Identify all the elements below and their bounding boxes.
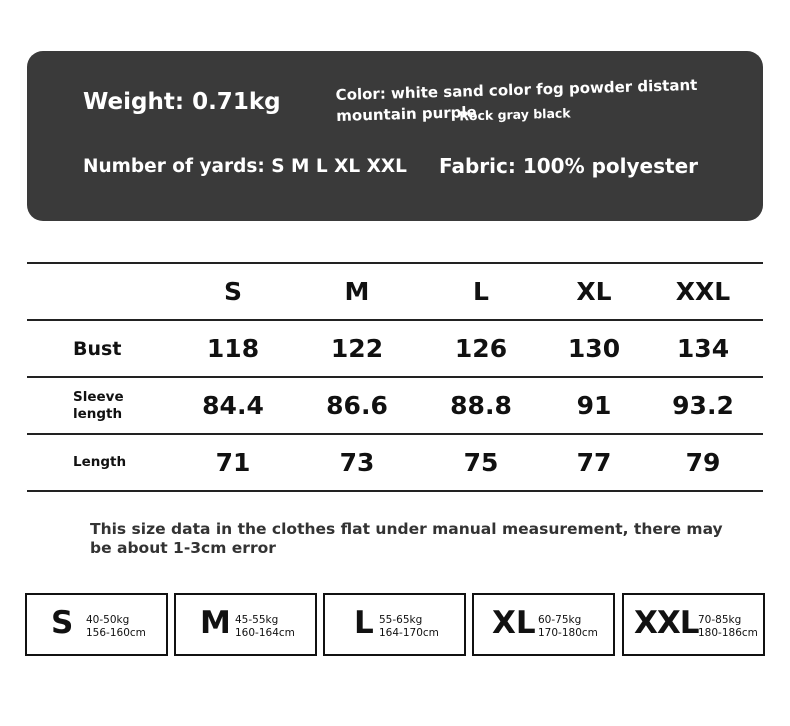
size-box-xxl [622,593,765,656]
measurement-note: This size data in the clothes flat under manual measurement, there may be about 1-3cm error [90,520,723,557]
size-letter: M [200,605,231,641]
table-header-row [27,262,763,319]
product-info-card [27,51,763,221]
table-cell: 118 [206,334,260,363]
table-cell: 91 [576,391,612,420]
table-cell: 75 [463,448,499,477]
size-range [86,614,146,640]
size-height: 164-170cm [379,627,439,639]
size-box-s [25,593,168,656]
size-box-xl [472,593,615,656]
size-weight: 40-50kg [86,614,130,626]
table-row-length [27,433,763,492]
table-row-bust [27,319,763,376]
color-text-line2: mountain purple [336,103,477,125]
header-m: M [344,277,370,306]
size-height: 180-186cm [698,627,758,639]
row-label-bust: Bust [73,337,122,360]
weight-text: Weight: 0.71kg [83,89,281,115]
size-guide [25,593,770,657]
header-xxl: XXL [675,277,731,306]
color-info [335,60,717,131]
size-letter: XL [492,605,536,641]
size-range [698,614,758,640]
table-cell: 73 [339,448,375,477]
row-label-line2: length [73,405,123,422]
table-cell: 84.4 [202,391,264,420]
size-letter: XXL [634,605,699,641]
table-cell: 134 [676,334,730,363]
size-height: 160-164cm [235,627,295,639]
size-range [379,614,439,640]
yards-text: Number of yards: S M L XL XXL [83,156,407,177]
size-letter: L [354,605,374,641]
fabric-text: Fabric: 100% polyester [439,154,698,178]
table-cell: 93.2 [672,391,734,420]
size-range [538,614,598,640]
table-cell: 88.8 [450,391,512,420]
size-range [235,614,295,640]
color-text-extra: Rock gray black [459,105,571,124]
row-label-line1: Sleeve [73,388,124,405]
size-letter: S [51,605,74,641]
table-cell: 130 [567,334,621,363]
row-label-sleeve-length [73,378,124,433]
row-label-length: Length [73,454,127,470]
size-weight: 60-75kg [538,614,582,626]
table-cell: 77 [576,448,612,477]
table-cell: 86.6 [326,391,388,420]
size-box-l [323,593,466,656]
color-text-line1: Color: white sand color fog powder distant [335,75,698,104]
size-weight: 70-85kg [698,614,742,626]
size-box-m [174,593,317,656]
table-cell: 126 [454,334,508,363]
table-cell: 122 [330,334,384,363]
header-l: L [473,277,489,306]
table-cell: 71 [215,448,251,477]
size-chart-table [27,262,763,492]
size-weight: 45-55kg [235,614,279,626]
header-xl: XL [576,277,612,306]
size-weight: 55-65kg [379,614,423,626]
table-cell: 79 [685,448,721,477]
table-row-sleeve [27,376,763,433]
size-height: 170-180cm [538,627,598,639]
header-s: S [223,277,242,306]
size-height: 156-160cm [86,627,146,639]
